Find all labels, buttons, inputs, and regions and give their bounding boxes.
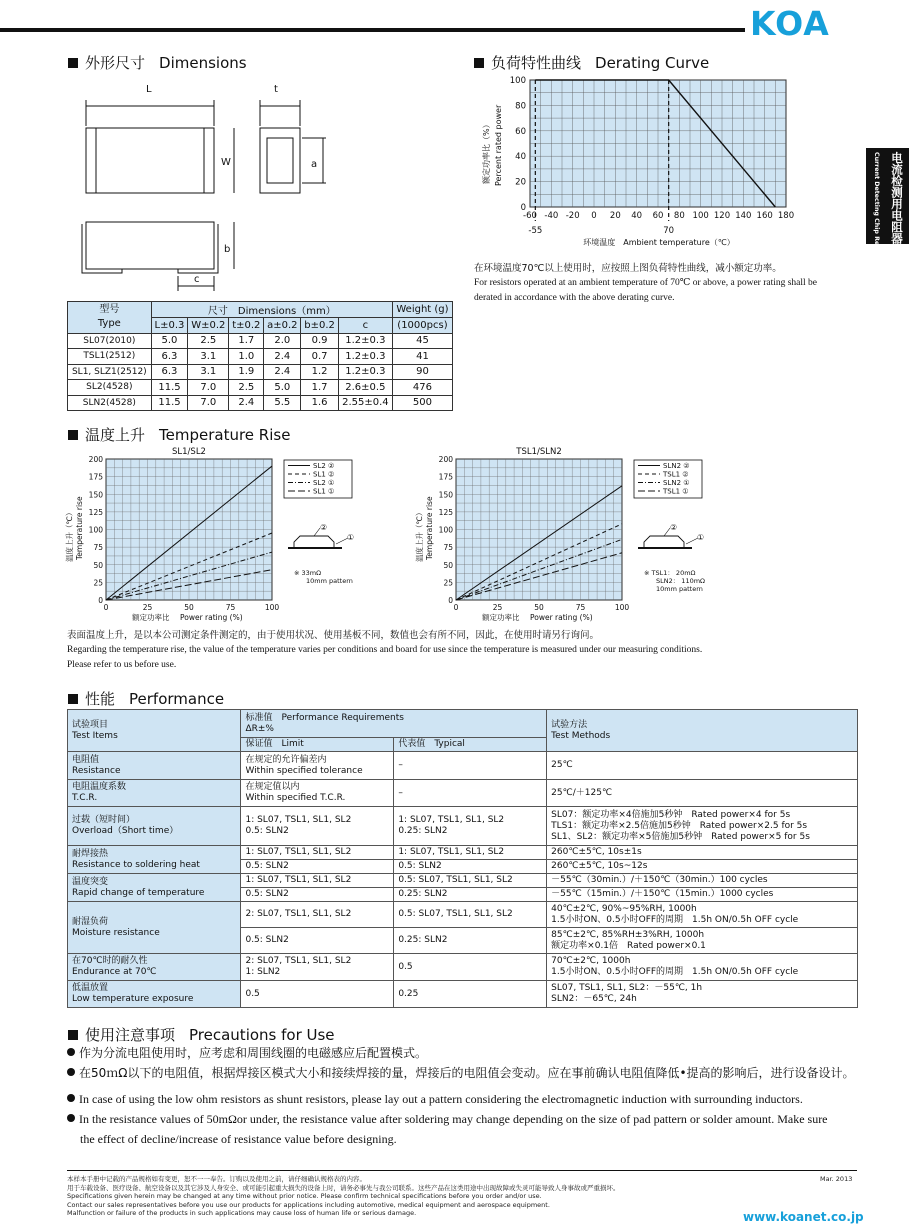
section-square-icon [68, 1030, 78, 1040]
y-tick-label: 80 [515, 101, 526, 112]
derating-note: 在环境温度70℃以上使用时，应按照上图负荷特性曲线，减小额定功率。 For resistors operated at an ambient temperature of 70℃ or above, a power rating shall be derated in accordance with the above derating curve. [474, 263, 818, 303]
cell-L: 5.0 [151, 333, 188, 349]
x-tick-label: -60 [523, 211, 537, 221]
cell-a: 5.5 [264, 395, 301, 411]
table-row [68, 380, 453, 396]
cell-b: 1.2 [301, 364, 338, 380]
y-axis-label-cn: 温度上升（℃） [65, 508, 74, 562]
section-square-icon [68, 694, 78, 704]
x-tick-label: 75 [225, 603, 236, 612]
cell-type: SLN2(4528) [68, 395, 152, 411]
cell-b: 0.9 [301, 333, 338, 349]
y-tick-label: 125 [438, 507, 453, 517]
dim-label-t: t [274, 84, 278, 95]
legend-label: SLN2 ② [663, 462, 690, 470]
cell-wt: 45 [392, 333, 452, 349]
table-row [68, 364, 453, 380]
cell-L: 11.5 [151, 380, 188, 396]
precaution-item: 作为分流电阻使用时，应考虑和周围线圈的电磁感应后配置模式。 [67, 1043, 867, 1063]
pattern-note: 10mm pattern [306, 577, 353, 585]
chart-title: TSL1/SLN2 [516, 447, 562, 457]
dim-label-L: L [146, 84, 152, 95]
y-tick-label: 200 [438, 455, 453, 464]
y-axis-label-en: Percent rated power [494, 104, 503, 186]
cell-W: 3.1 [188, 364, 229, 380]
perf-row-overload: 过载（短时间） Overload（Short time） 1: SL07, TSL1, SL1, SL2 0.5: SLN2 1: SL07, TSL1, SL1, SL2 0.25: SLN2 SL07：额定功率×4倍施加5秒钟 Rated power×4 for 5s TLS1：额定功率×2.5倍施加5秒钟 Rated power×2.5 for 5s SL1、SL2：额定功率×5倍施加5秒钟 Rated power×5 for 5s [68, 807, 858, 846]
perf-row-soldering: 耐焊接热 Resistance to soldering heat 1: SL07, TSL1, SL1, SL2 1: SL07, TSL1, SL1, SL2 260℃±5℃, 10s±1s [68, 846, 858, 860]
legend-label: TSL1 ① [663, 487, 689, 496]
y-tick-label: 75 [93, 543, 103, 553]
y-tick-label: 100 [509, 76, 526, 86]
dim-label-a: a [311, 159, 318, 170]
x-axis-label-en: Power rating (%) [530, 613, 593, 622]
performance-title: 性能 Performance [68, 688, 224, 709]
precaution-item-continued: the effect of decline/increase of resistance value before designing. [80, 1132, 397, 1146]
footer-disclaimer: 本样本手册中记载的产品规格如有变更，恕不一一奉告。订购以及使用之前，请仔细确认规格表的内容。 用于车载设备、医疗设备、航空设备以及其它涉及人身安全、或可能引起重大损失的设备上时，请务必事先与我公司联系。这些产品在这类用途中出现故障或失灵可能导致人身事故或严重损坏。 Specifications given herein may be changed at any time without prior notice. Please confirm technical specifications before you order and/or use. Contact our sales representatives before you use our products for applications including automotive, medical equipment and aerospace equipment. Malfunction or failure of the products in such applications may cause loss of human life or serious damage. [67, 1175, 620, 1218]
y-tick-label: 50 [443, 560, 453, 570]
bullet-icon [67, 1048, 75, 1056]
legend-label: SL1 ① [313, 487, 335, 496]
legend-label: SL2 ① [313, 479, 335, 487]
temperature-rise-chart-sl1-sl2 [62, 444, 414, 628]
precaution-item: In case of using the low ohm resistors as shunt resistors, please lay out a pattern considering the electromagnetic induction with surrounding inductors. [67, 1089, 867, 1109]
precaution-item: In the resistance values of 50mΩor under, the resistance value after soldering may change depending on the size of pad pattern or solder amount. Make sure [67, 1109, 867, 1129]
cell-type: TSL1(2512) [68, 349, 152, 365]
cell-W: 2.5 [188, 333, 229, 349]
x-tick-label: 25 [142, 603, 153, 612]
cell-a: 2.4 [264, 349, 301, 365]
perf-row-tcr: 电阻温度系数 T.C.R. 在规定值以内 Within specified T.C.R. – 25℃/＋125℃ [68, 780, 858, 807]
perf-row-moisture: 耐湿负荷 Moisture resistance 2: SL07, TSL1, SL1, SL2 0.5: SL07, TSL1, SL1, SL2 40℃±2℃, 90%~95%RH, 1000h 1.5小时ON、0.5小时OFF的周期 1.5h ON/0.5h OFF cycle [68, 902, 858, 928]
cell-t: 2.4 [229, 395, 264, 411]
perf-row-resistance: 电阻值 Resistance 在规定的允许偏差内 Within specified tolerance – 25℃ [68, 752, 858, 780]
x-tick-label: 160 [756, 211, 773, 221]
derating-chart [474, 74, 804, 254]
section-square-icon [68, 58, 78, 68]
x-axis-label-cn: 额定功率比 [482, 613, 520, 622]
x-tick-label: 100 [614, 603, 630, 612]
y-tick-label: 40 [515, 152, 526, 163]
cell-type: SL2(4528) [68, 380, 152, 396]
side-tab-cn: 电流检测用电阻器 [890, 152, 904, 244]
cell-wt: 500 [392, 395, 452, 411]
component-body [644, 536, 684, 548]
y-tick-label: 75 [443, 543, 453, 553]
y-tick-label: 0 [98, 596, 103, 605]
section-square-icon [68, 430, 78, 440]
y-tick-label: 0 [520, 203, 526, 213]
y-tick-label: 150 [438, 490, 453, 500]
bullet-icon [67, 1094, 75, 1102]
x-tick-label: 50 [184, 603, 194, 612]
perf-row-rapid-change: 温度突变 Rapid change of temperature 1: SL07, TSL1, SL1, SL2 0.5: SL07, TSL1, SL1, SL2 －55℃（30min.）/＋150℃（30min.）100 cycles [68, 874, 858, 888]
y-tick-label: 175 [88, 472, 103, 482]
dim-label-c: c [194, 274, 200, 285]
perf-row-endurance: 在70℃时的耐久性 Endurance at 70℃ 2: SL07, TSL1, SL1, SL2 1: SLN2 0.5 70℃±2℃, 1000h 1.5小时ON、0.5小时OFF的周期 1.5h ON/0.5h OFF cycle [68, 954, 858, 981]
x-tick-label: -20 [565, 211, 580, 221]
x-tick-label: 100 [692, 211, 709, 221]
y-tick-label: 125 [88, 507, 103, 517]
cell-t: 1.9 [229, 364, 264, 380]
x-tick-label: 40 [631, 211, 643, 221]
callout-2: ② [320, 523, 328, 532]
component-body [294, 536, 334, 548]
footer-date: Mar. 2013 [820, 1175, 853, 1183]
cell-wt: 90 [392, 364, 452, 380]
x-tick-label: 180 [777, 211, 795, 221]
cell-c: 1.2±0.3 [338, 333, 392, 349]
perf-row-low-temperature: 低温放置 Low temperature exposure 0.5 0.25 SL07, TSL1, SL1, SL2：－55℃, 1h SLN2：－65℃, 24h [68, 981, 858, 1008]
table-row [68, 395, 453, 411]
dimensions-drawing [66, 76, 328, 298]
cell-c: 2.55±0.4 [338, 395, 392, 411]
cell-W: 7.0 [188, 380, 229, 396]
header-rule [0, 28, 745, 32]
x-tick-label: 60 [652, 211, 664, 221]
legend-label: SL2 ② [313, 462, 335, 470]
cell-L: 11.5 [151, 395, 188, 411]
koa-logo: KOA [750, 4, 830, 43]
temperature-rise-note: 表面温度上升，是以本公司测定条件测定的，由于使用状况、使用基板不同，数值也会有所不同，因此，在使用时请另行询问。 Regarding the temperature rise, the value of the temperature varies per conditions and board for use since the temperature is measured under our measuring conditions. Please refer to us before use. [67, 630, 703, 670]
chart-title: SL1/SL2 [172, 447, 206, 457]
cell-c: 1.2±0.3 [338, 349, 392, 365]
temperature-rise-chart-tsl1-sln2 [412, 444, 764, 628]
y-axis-label-en: Temperature rise [75, 496, 84, 560]
cell-L: 6.3 [151, 364, 188, 380]
cell-type: SL1, SLZ1(2512) [68, 364, 152, 380]
bullet-icon [67, 1114, 75, 1122]
y-tick-label: 200 [88, 455, 103, 464]
pattern-note: ※ TSL1： 20mΩ [644, 569, 696, 577]
top-view-body [86, 128, 214, 193]
precautions-list [67, 1043, 867, 1149]
cell-a: 2.4 [264, 364, 301, 380]
x-tick-label-minus55: -55 [528, 226, 543, 236]
x-tick-label: 80 [673, 211, 685, 221]
x-axis-label-en: Power rating (%) [180, 613, 243, 622]
y-tick-label: 175 [438, 472, 453, 482]
x-tick-label: 120 [713, 211, 731, 221]
callout-1: ① [697, 533, 705, 542]
x-tick-label: 50 [534, 603, 544, 612]
side-tab [866, 148, 909, 270]
dim-label-b: b [224, 244, 231, 255]
cell-t: 1.0 [229, 349, 264, 365]
temperature-rise-title: 温度上升 Temperature Rise [68, 424, 290, 445]
cell-b: 1.7 [301, 380, 338, 396]
x-tick-label: 0 [591, 211, 597, 221]
footer-website-link[interactable]: www.koanet.co.jp [743, 1210, 864, 1224]
x-axis-label-cn: 额定功率比 [132, 613, 170, 622]
precautions-title: 使用注意事项 Precautions for Use [68, 1024, 335, 1045]
x-tick-label: 100 [264, 603, 280, 612]
derating-title: 负荷特性曲线 Derating Curve [474, 52, 709, 73]
cell-a: 2.0 [264, 333, 301, 349]
y-tick-label: 50 [93, 560, 103, 570]
x-tick-label: 25 [492, 603, 503, 612]
cell-wt: 41 [392, 349, 452, 365]
y-axis-label-en: Temperature rise [425, 496, 434, 560]
cell-L: 6.3 [151, 349, 188, 365]
pattern-note: 10mm pattern [656, 585, 703, 593]
cell-b: 1.6 [301, 395, 338, 411]
callout-1: ① [347, 533, 355, 542]
dimensions-table: 型号 Type 尺寸 Dimensions（mm） Weight (g) L±0.3 W±0.2 t±0.2 a±0.2 b±0.2 c (1000pcs) SL07(2010) 5.0 2.5 1.7 2.0 0.9 1.2±0.3 45 TSL1(2512) 6.3 3.1 1.0 2.4 0.7 1.2±0.3 41 SL1, SLZ1(2512) 6.3 3.1 1.9 2.4 1.2 1.2±0.3 90 SL2(4528) 11.5 7.0 2.5 5.0 1.7 2.6±0.5 476 SLN2(4528) 11.5 7.0 2.4 5.5 1.6 2.55±0.4 500 [67, 301, 453, 411]
precaution-item: 在50ｍΩ以下的电阻值，根据焊接区模式大小和接续焊接的量，焊接后的电阻值会变动。应在事前确认电阻值降低•提高的影响后，进行设备设计。 [67, 1063, 867, 1083]
y-axis-label-cn: 温度上升（℃） [415, 508, 424, 562]
legend-label: SLN2 ① [663, 479, 690, 487]
cell-c: 2.6±0.5 [338, 380, 392, 396]
cell-W: 3.1 [188, 349, 229, 365]
y-tick-label: 20 [515, 177, 526, 188]
pattern-note: SLN2： 110mΩ [656, 577, 706, 585]
cell-c: 1.2±0.3 [338, 364, 392, 380]
x-tick-label: 0 [453, 603, 459, 612]
x-tick-label: 75 [575, 603, 586, 612]
legend-label: TSL1 ② [663, 470, 689, 479]
side-tab-en: Current Detecting Chip Resistors [873, 152, 880, 270]
x-tick-label: 140 [735, 211, 752, 221]
pattern-note: ※ 33mΩ [294, 569, 322, 577]
x-tick-label: -40 [544, 211, 559, 221]
y-tick-label: 0 [448, 596, 453, 605]
cell-a: 5.0 [264, 380, 301, 396]
table-row [68, 349, 453, 365]
y-tick-label: 100 [88, 525, 103, 535]
y-axis-label-cn: 额定功率比（%） [482, 120, 491, 184]
x-tick-label-70: 70 [663, 226, 675, 236]
bottom-view-body [86, 222, 214, 269]
cell-wt: 476 [392, 380, 452, 396]
cell-t: 2.5 [229, 380, 264, 396]
footer-rule [67, 1170, 857, 1171]
performance-table: 试验项目 Test Items 标准值 Performance Requirements ΔR±% 试验方法 Test Methods 保证值 Limit 代表值 Typical 电阻值 Resistance 在规定的允许偏差内 Within specified tolerance – 25℃ 电阻温度系数 T.C.R. 在规定值以内 Within specified T.C.R. – 25℃/＋125℃ 过载（短时间） Overload（Short time） 1: SL07, TSL1, SL1, SL2 0.5: SLN2 1: SL07, TSL1, SL1, SL2 0.25: SLN2 SL07：额定功率×4倍施加5秒钟 Rated power×4 for 5s TLS1：额定功率×2.5倍施加5秒钟 Rated power×2.5 for 5s SL1、SL2：额定功率×5倍施加5秒钟 Rated power×5 for 5s 耐焊接热 Resistance to soldering heat 1: SL07, TSL1, SL1, SL2 1: SL07, TSL1, SL1, SL2 260℃±5℃, 10s±1s 0.5: SLN2 0.5: SLN2 260℃±5℃, 10s~12s 温度突变 Rapid change of temperature 1: SL07, TSL1, SL1, SL2 0.5: SL07, TSL1, SL1, SL2 －55℃（30min.）/＋150℃（30min.）100 cycles 0.5: SLN2 0.25: SLN2 －55℃（15min.）/＋150℃（15min.）1000 cycles 耐湿负荷 Moisture resistance 2: SL07, TSL1, SL1, SL2 0.5: SL07, TSL1, SL1, SL2 40℃±2℃, 90%~95%RH, 1000h 1.5小时ON、0.5小时OFF的周期 1.5h ON/0.5h OFF cycle 0.5: SLN2 0.25: SLN2 85℃±2℃, 85%RH±3%RH, 1000h 额定功率×0.1倍 Rated power×0.1 在70℃时的耐久性 Endurance at 70℃ 2: SL07, TSL1, SL1, SL2 1: SLN2 0.5 70℃±2℃, 1000h 1.5小时ON、0.5小时OFF的周期 1.5h ON/0.5h OFF cycle 低温放置 Low temperature exposure 0.5 0.25 SL07, TSL1, SL1, SL2：－55℃, 1h SLN2：－65℃, 24h [67, 709, 858, 1008]
x-tick-label: 20 [609, 211, 621, 221]
cell-b: 0.7 [301, 349, 338, 365]
x-tick-label: 0 [103, 603, 109, 612]
table-row [68, 333, 453, 349]
y-tick-label: 150 [88, 490, 103, 500]
y-tick-label: 100 [438, 525, 453, 535]
section-square-icon [474, 58, 484, 68]
cell-type: SL07(2010) [68, 333, 152, 349]
callout-2: ② [670, 523, 678, 532]
x-axis-label: 环境温度 Ambient temperature（℃） [583, 238, 735, 247]
y-tick-label: 60 [515, 126, 526, 137]
cell-t: 1.7 [229, 333, 264, 349]
cell-W: 7.0 [188, 395, 229, 411]
dim-label-W: W [221, 157, 231, 168]
bullet-icon [67, 1068, 75, 1076]
dimensions-title: 外形尺寸 Dimensions [68, 52, 247, 73]
y-tick-label: 25 [443, 578, 453, 588]
y-tick-label: 25 [93, 578, 103, 588]
legend-label: SL1 ② [313, 470, 335, 479]
